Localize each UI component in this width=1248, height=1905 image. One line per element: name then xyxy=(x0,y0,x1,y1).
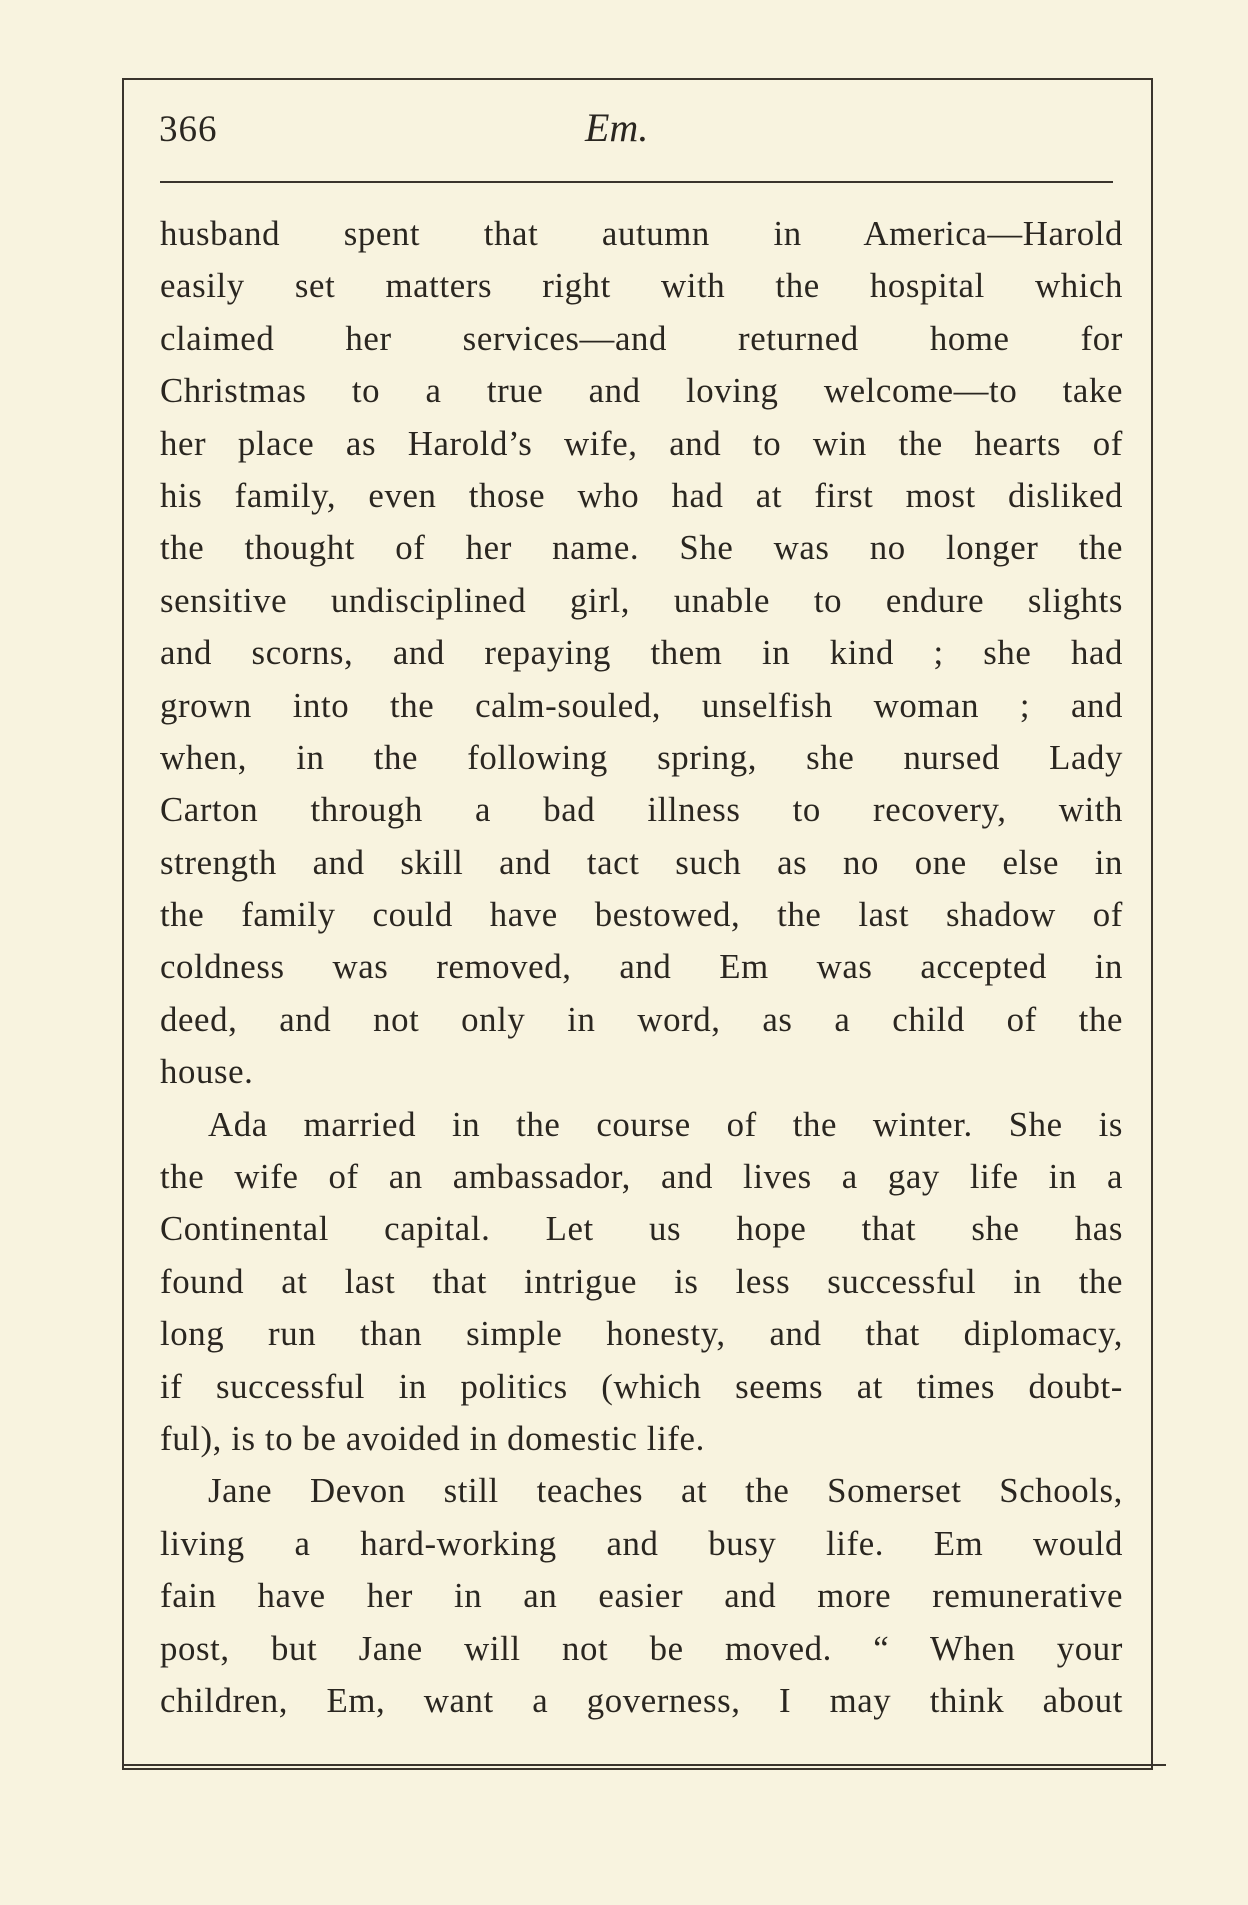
text-line: claimed her services—and returned home for xyxy=(160,318,1123,358)
paragraph-end-line: ful), is to be avoided in domestic life. xyxy=(160,1418,705,1458)
text-line: his family, even those who had at first most disliked xyxy=(160,475,1123,515)
text-line: the family could have bestowed, the last shadow of xyxy=(160,895,1123,935)
text-line: children, Em, want a governess, I may think about xyxy=(160,1680,1123,1720)
text-line: the wife of an ambassador, and lives a gay life in a xyxy=(160,1157,1123,1197)
text-line: long run than simple honesty, and that diplomacy, xyxy=(160,1314,1123,1354)
text-line: Christmas to a true and loving welcome—to take xyxy=(160,371,1123,411)
text-line: strength and skill and tact such as no one else in xyxy=(160,842,1123,882)
text-line: her place as Harold’s wife, and to win the hearts of xyxy=(160,423,1123,463)
text-line: grown into the calm-souled, unselfish woman ; and xyxy=(160,685,1123,725)
text-line: post, but Jane will not be moved. “ When your xyxy=(160,1628,1123,1668)
text-line: husband spent that autumn in America—Harold xyxy=(160,214,1123,253)
text-line: Carton through a bad illness to recovery, with xyxy=(160,790,1123,830)
text-line: Continental capital. Let us hope that she has xyxy=(160,1209,1123,1249)
text-line: and scorns, and repaying them in kind ; she had xyxy=(160,633,1123,673)
text-line: deed, and not only in word, as a child of the xyxy=(160,999,1123,1039)
running-title: Em. xyxy=(585,105,649,150)
paragraph-start-line: Jane Devon still teaches at the Somerset Schools, xyxy=(208,1471,1123,1511)
text-line: if successful in politics (which seems at times doubt- xyxy=(160,1366,1123,1406)
text-line: found at last that intrigue is less successful in the xyxy=(160,1261,1123,1301)
paragraph-end-line: house. xyxy=(160,1052,254,1092)
bottom-rule xyxy=(122,1764,1166,1766)
text-line: when, in the following spring, she nursed Lady xyxy=(160,737,1123,777)
page-number: 366 xyxy=(159,109,218,150)
body-text xyxy=(160,208,1123,1727)
header-rule xyxy=(160,181,1113,183)
text-line: easily set matters right with the hospital which xyxy=(160,266,1123,306)
paragraph-start-line: Ada married in the course of the winter. She is xyxy=(208,1104,1123,1144)
text-line: living a hard-working and busy life. Em would xyxy=(160,1523,1123,1563)
text-line: fain have her in an easier and more remunerative xyxy=(160,1576,1123,1616)
text-line: coldness was removed, and Em was accepted in xyxy=(160,947,1123,987)
text-line: sensitive undisciplined girl, unable to endure slights xyxy=(160,580,1123,620)
text-line: the thought of her name. She was no longer the xyxy=(160,528,1123,568)
